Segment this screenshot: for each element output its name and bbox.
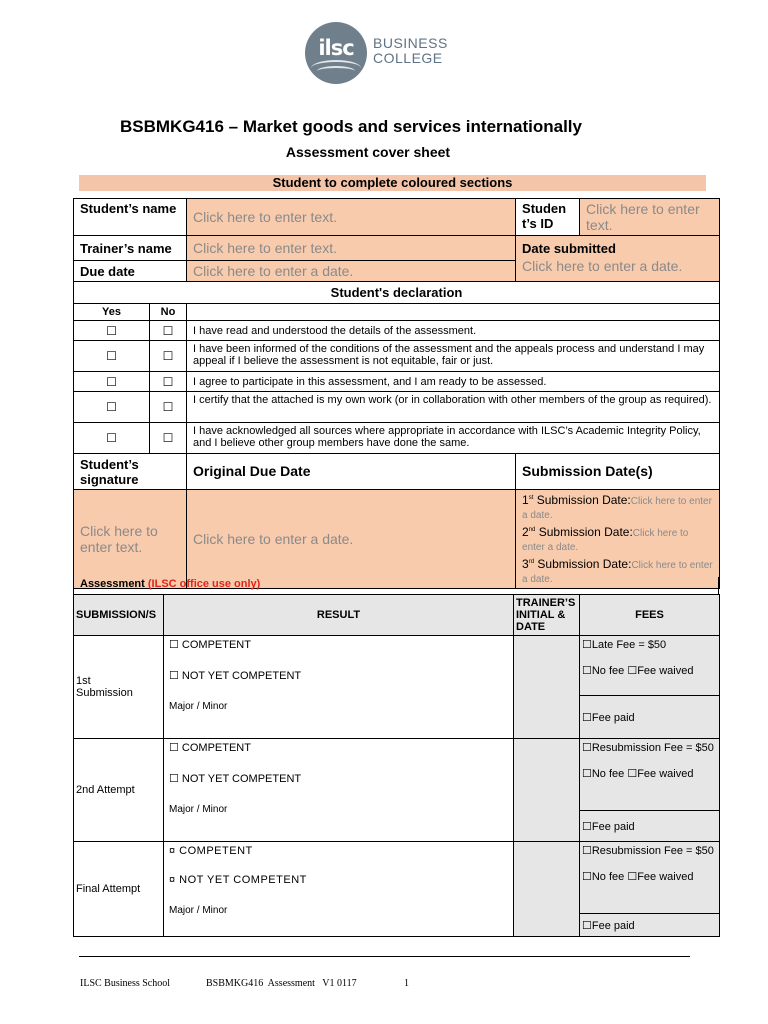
due-date-field[interactable]: Click here to enter a date.: [187, 261, 516, 282]
submission-name: 1st Submission: [74, 636, 164, 739]
trainer-initial-cell[interactable]: [514, 842, 580, 937]
trainer-initial-cell[interactable]: [514, 636, 580, 739]
signature-field[interactable]: Click here to enter text.: [74, 490, 187, 589]
declaration-item: I agree to participate in this assessment, and I am ready to be assessed.: [187, 372, 720, 392]
late-fee-checkbox[interactable]: ☐Late Fee = $50: [582, 639, 667, 651]
declaration-1-yes-checkbox[interactable]: ☐: [74, 321, 150, 341]
trainer-name-field[interactable]: Click here to enter text.: [187, 236, 516, 261]
fee-waiver-checkboxes[interactable]: ☐No fee ☐Fee waived: [582, 871, 694, 883]
fee-option-cell: [580, 842, 720, 914]
declaration-4-yes-checkbox[interactable]: ☐: [74, 392, 150, 423]
footer-page-number: 1: [404, 978, 409, 989]
not-yet-competent-checkbox[interactable]: ☐ NOT YET COMPETENT: [169, 773, 302, 785]
college-logo: [305, 22, 455, 84]
result-cell: [164, 739, 514, 842]
submission-date-1[interactable]: 1st Submission Date:Click here to enter a date.: [522, 493, 712, 521]
declaration-5-no-checkbox[interactable]: ☐: [150, 423, 187, 454]
declaration-3-no-checkbox[interactable]: ☐: [150, 372, 187, 392]
original-due-date-label: Original Due Date: [187, 454, 516, 490]
declaration-4-no-checkbox[interactable]: ☐: [150, 392, 187, 423]
result-cell: [164, 636, 514, 739]
submission-date-1-field[interactable]: Click here to enter a date.: [522, 496, 712, 521]
trainer-name-label: Trainer’s name: [74, 236, 187, 261]
fee-waiver-checkboxes[interactable]: ☐No fee ☐Fee waived: [582, 768, 694, 780]
fee-option-cell: [580, 636, 720, 696]
submission-dates-label: Submission Date(s): [516, 454, 720, 490]
office-use-note: (ILSC office use only): [147, 578, 261, 590]
submission-date-3[interactable]: 3rd Submission Date:Click here to enter a date.: [522, 557, 713, 585]
footer-document-code: BSBMKG416 Assessment V1 0117: [206, 978, 357, 989]
original-due-date-field[interactable]: Click here to enter a date.: [187, 490, 516, 589]
submission-name: Final Attempt: [74, 842, 164, 937]
fee-waiver-checkboxes[interactable]: ☐No fee ☐Fee waived: [582, 665, 694, 677]
footer-school: ILSC Business School: [80, 978, 171, 989]
competent-checkbox[interactable]: ¤ COMPETENT: [169, 845, 253, 857]
declaration-3-yes-checkbox[interactable]: ☐: [74, 372, 150, 392]
student-name-field[interactable]: Click here to enter text.: [187, 199, 516, 236]
date-submitted-cell[interactable]: [516, 236, 720, 282]
resubmission-fee-checkbox[interactable]: ☐Resubmission Fee = $50: [582, 845, 714, 857]
fees-column-header: FEES: [580, 595, 720, 636]
trainer-column-header: TRAINER’S INITIAL & DATE: [514, 595, 580, 636]
major-minor-label: Major / Minor: [169, 804, 228, 815]
declaration-item: I have been informed of the conditions of the assessment and the appeals process and understand I may appeal if I believe the assessment is not equitable, fair or just.: [187, 341, 720, 372]
not-yet-competent-checkbox[interactable]: ¤ NOT YET COMPETENT: [169, 874, 307, 886]
student-id-label: Studen t’s ID: [516, 199, 580, 236]
fee-option-cell: [580, 739, 720, 811]
date-submitted-label: Date submitted: [522, 241, 616, 256]
submission-date-2-field[interactable]: Click here to enter a date.: [522, 528, 689, 553]
logo-wordmark: BUSINESS COLLEGE: [373, 35, 448, 66]
declaration-2-yes-checkbox[interactable]: ☐: [74, 341, 150, 372]
no-column-header: No: [150, 304, 187, 321]
submission-date-2[interactable]: 2nd Submission Date:Click here to enter a date.: [522, 525, 689, 553]
not-yet-competent-checkbox[interactable]: ☐ NOT YET COMPETENT: [169, 670, 302, 682]
competent-checkbox[interactable]: ☐ COMPETENT: [169, 742, 251, 754]
declaration-1-no-checkbox[interactable]: ☐: [150, 321, 187, 341]
document-title: BSBMKG416 – Market goods and services internationally: [120, 117, 582, 136]
logo-mark: ilsc: [318, 36, 354, 60]
submission-name: 2nd Attempt: [74, 739, 164, 842]
logo-emblem: [305, 22, 367, 84]
declaration-item: I have read and understood the details of the assessment.: [187, 321, 720, 341]
cover-sheet-table: [73, 198, 720, 589]
major-minor-label: Major / Minor: [169, 905, 228, 916]
result-cell: [164, 842, 514, 937]
student-id-field[interactable]: Click here to enter text.: [580, 199, 720, 236]
student-name-label: Student’s name: [74, 199, 187, 236]
submission-date-3-field[interactable]: Click here to enter a date.: [522, 560, 713, 585]
assessment-office-heading: Assessment (ILSC office use only): [73, 577, 719, 595]
submission-dates-list: [516, 490, 720, 589]
assessment-table: [73, 594, 720, 937]
result-column-header: RESULT: [164, 595, 514, 636]
declaration-2-no-checkbox[interactable]: ☐: [150, 341, 187, 372]
resubmission-fee-checkbox[interactable]: ☐Resubmission Fee = $50: [582, 742, 714, 754]
competent-checkbox[interactable]: ☐ COMPETENT: [169, 639, 251, 651]
declaration-5-yes-checkbox[interactable]: ☐: [74, 423, 150, 454]
signature-label: Student’s signature: [74, 454, 187, 490]
major-minor-label: Major / Minor: [169, 701, 228, 712]
document-subtitle: Assessment cover sheet: [285, 144, 451, 160]
date-submitted-field[interactable]: Click here to enter a date.: [522, 258, 683, 274]
trainer-initial-cell[interactable]: [514, 739, 580, 842]
submission-column-header: SUBMISSION/S: [74, 595, 164, 636]
yes-column-header: Yes: [74, 304, 150, 321]
declaration-item: I certify that the attached is my own work (or in collaboration with other members of the group as required).: [187, 392, 720, 423]
declaration-heading: Student's declaration: [74, 282, 720, 304]
fee-paid-checkbox[interactable]: ☐Fee paid: [580, 811, 720, 842]
fee-paid-checkbox[interactable]: ☐Fee paid: [580, 696, 720, 739]
footer-divider: [79, 956, 690, 957]
declaration-item: I have acknowledged all sources where appropriate in accordance with ILSC’s Academic Integrity Policy, and I believe other group members have done the same.: [187, 423, 720, 454]
instruction-banner: Student to complete coloured sections: [79, 175, 706, 191]
due-date-label: Due date: [74, 261, 187, 282]
fee-paid-checkbox[interactable]: ☐Fee paid: [580, 914, 720, 937]
